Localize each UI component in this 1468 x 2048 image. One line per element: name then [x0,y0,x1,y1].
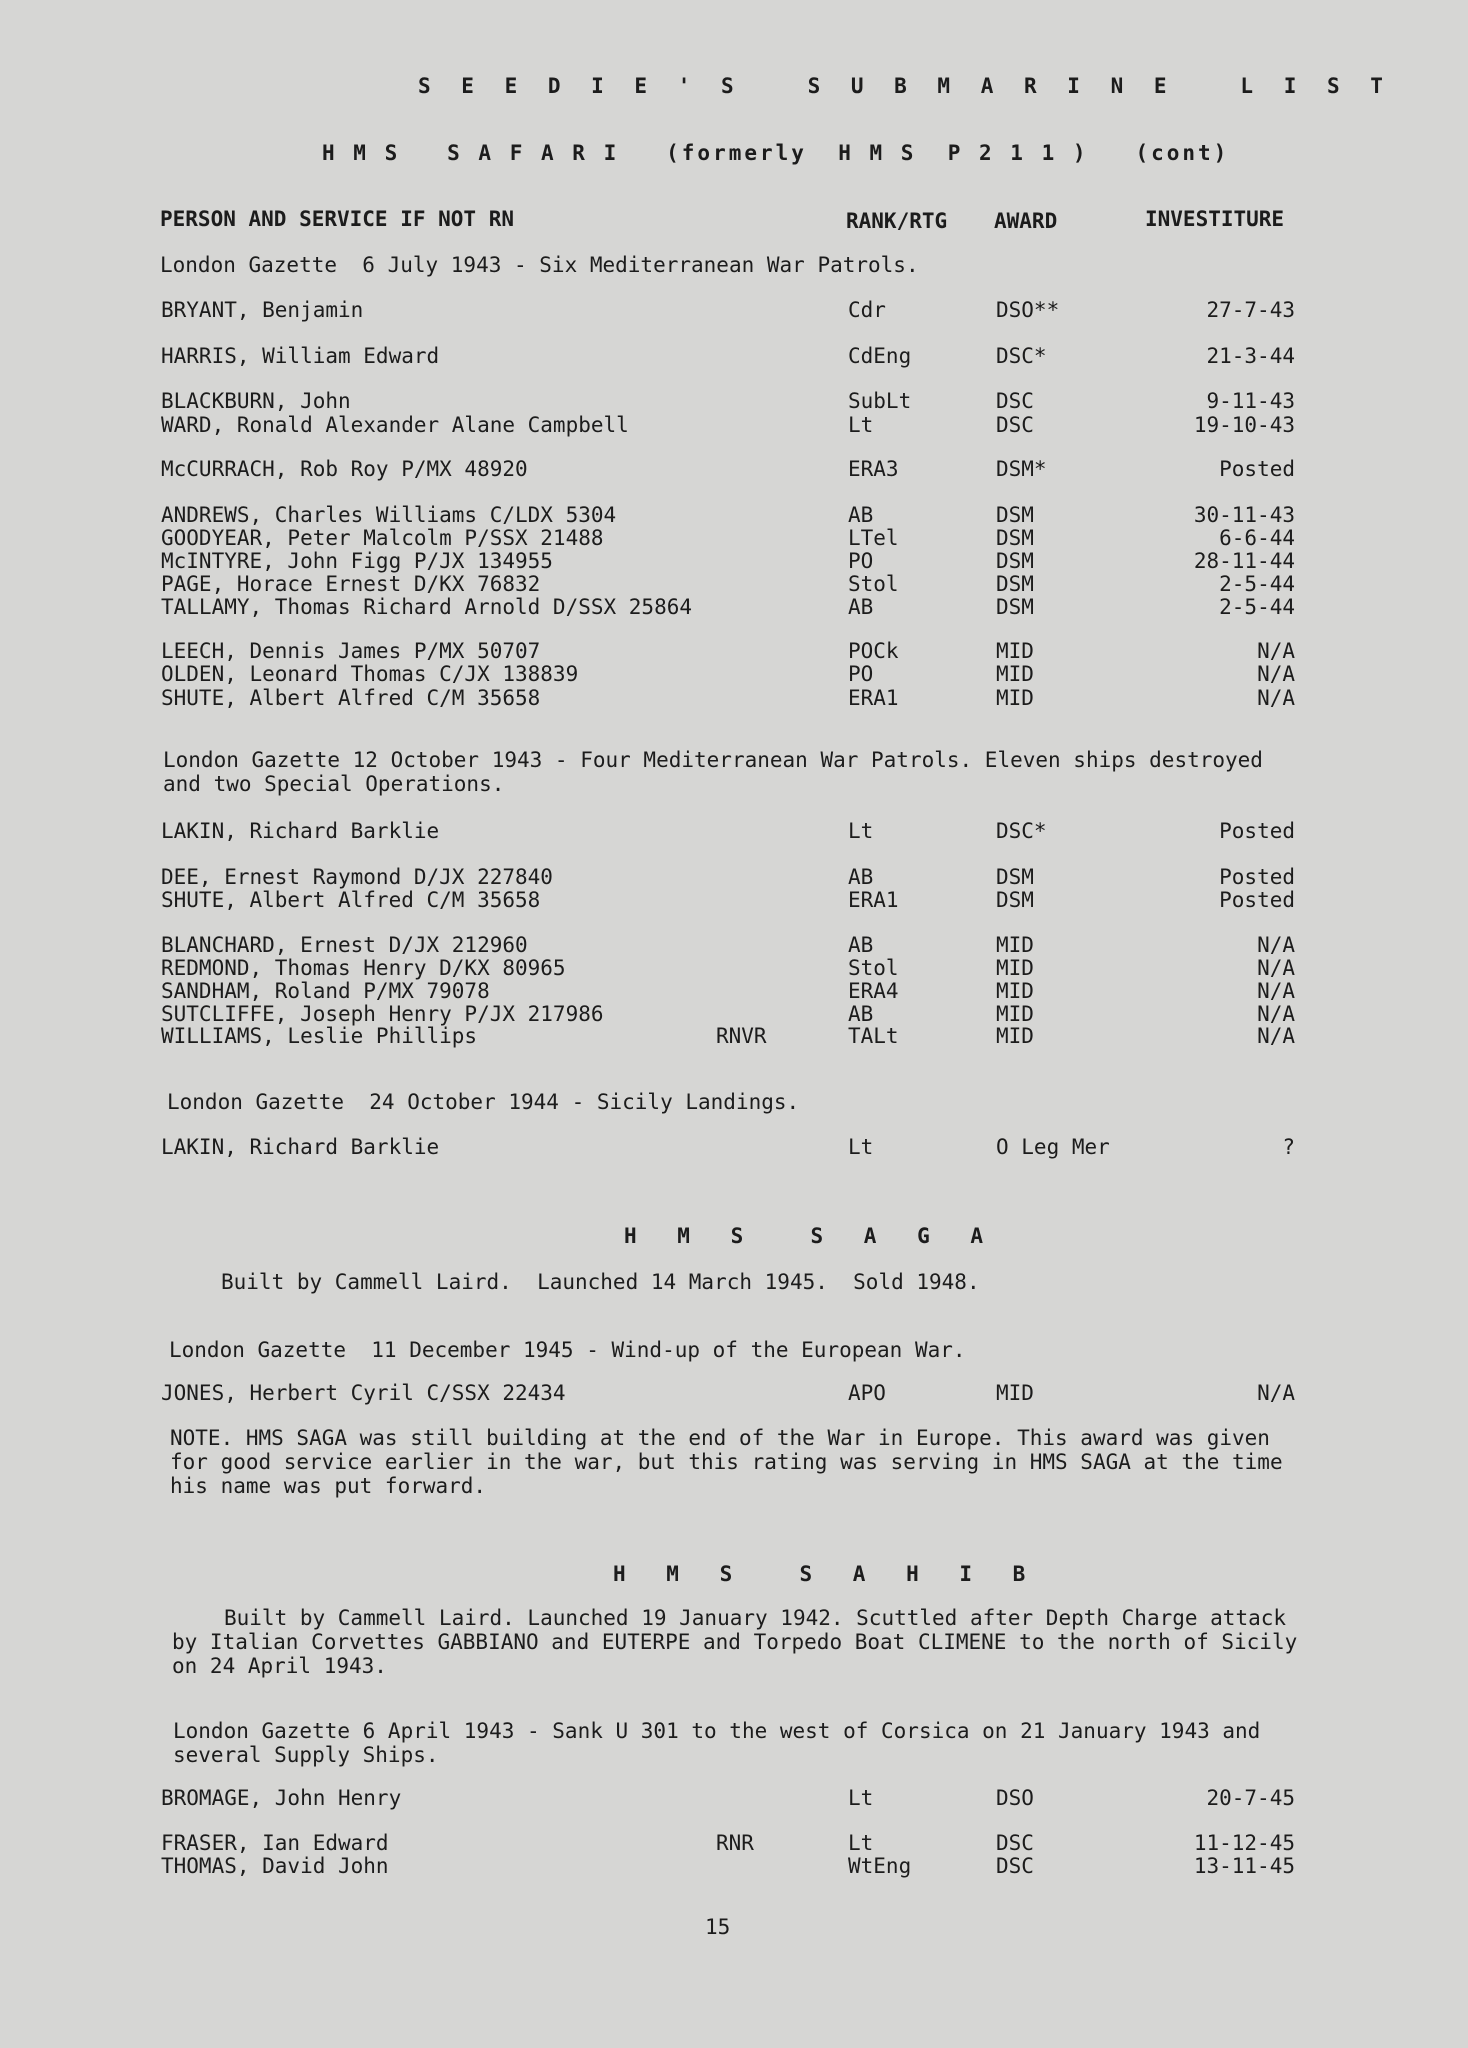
award-person-name: FRASER, Ian Edward [161,1831,389,1855]
award-rank: Lt [848,1135,874,1159]
award-investiture: 20-7-45 [1206,1786,1295,1810]
award-service: RNR [716,1831,754,1855]
saga-heading: H M S S A G A [624,1224,998,1248]
award-rank: CdEng [848,344,912,368]
award-type: MID [996,1024,1034,1048]
award-investiture: N/A [1257,686,1295,710]
award-rank: AB [848,865,874,889]
award-person-name: SUTCLIFFE, Joseph Henry P/JX 217986 [161,1002,604,1026]
award-person-name: LEECH, Dennis James P/MX 50707 [161,639,541,663]
award-person-name: LAKIN, Richard Barklie [161,1135,440,1159]
award-type: DSM [996,526,1034,550]
saga-built-info: Built by Cammell Laird. Launched 14 March 1945. Sold 1948. [221,1270,980,1294]
award-person-name: McCURRACH, Rob Roy P/MX 48920 [161,457,528,481]
award-rank: ERA1 [848,686,899,710]
award-person-name: REDMOND, Thomas Henry D/KX 80965 [161,956,566,980]
award-investiture: 21-3-44 [1206,344,1295,368]
award-type: DSO [996,1786,1034,1810]
award-person-name: BROMAGE, John Henry [161,1786,402,1810]
award-rank: Lt [848,413,874,437]
award-investiture: N/A [1257,1381,1295,1405]
award-type: DSM [996,503,1034,527]
award-person-name: DEE, Ernest Raymond D/JX 227840 [161,865,553,889]
award-type: DSM [996,572,1034,596]
award-type: DSC [996,389,1034,413]
column-header-investiture: INVESTITURE [1145,207,1285,231]
award-person-name: GOODYEAR, Peter Malcolm P/SSX 21488 [161,526,604,550]
safari-gazette-3: London Gazette 24 October 1944 - Sicily Landings. [167,1090,800,1114]
award-investiture: 28-11-44 [1193,549,1295,573]
award-person-name: WILLIAMS, Leslie Phillips [161,1024,478,1048]
award-rank: AB [848,933,874,957]
award-type: MID [996,1002,1034,1026]
award-rank: SubLt [848,389,912,413]
page-title: S E E D I E ' S S U B M A R I N E L I S T [418,74,1392,98]
award-type: DSC [996,1854,1034,1878]
award-type: DSO** [996,298,1060,322]
award-investiture: N/A [1257,1002,1295,1026]
column-header-award: AWARD [994,209,1058,233]
award-rank: TALt [848,1024,899,1048]
award-person-name: ANDREWS, Charles Williams C/LDX 5304 [161,503,617,527]
award-rank: AB [848,1002,874,1026]
award-rank: POCk [848,639,899,663]
award-type: DSC [996,1831,1034,1855]
saga-gazette: London Gazette 11 December 1945 - Wind-up of the European War. [169,1338,966,1362]
award-investiture: Posted [1219,865,1295,889]
award-rank: PO [848,549,874,573]
award-person-name: HARRIS, William Edward [161,344,440,368]
award-rank: Cdr [848,298,886,322]
award-investiture: N/A [1257,662,1295,686]
award-person-name: McINTYRE, John Figg P/JX 134955 [161,549,553,573]
award-type: MID [996,639,1034,663]
award-investiture: N/A [1257,979,1295,1003]
award-type: MID [996,956,1034,980]
column-header-person: PERSON AND SERVICE IF NOT RN [160,207,515,231]
award-person-name: BLANCHARD, Ernest D/JX 212960 [161,933,528,957]
award-person-name: WARD, Ronald Alexander Alane Campbell [161,413,629,437]
award-investiture: Posted [1219,888,1295,912]
award-investiture: 11-12-45 [1193,1831,1295,1855]
award-investiture: N/A [1257,956,1295,980]
award-type: DSC* [996,819,1047,843]
award-rank: Lt [848,1786,874,1810]
award-person-name: SANDHAM, Roland P/MX 79078 [161,979,490,1003]
page-number: 15 [705,1915,731,1939]
award-person-name: OLDEN, Leonard Thomas C/JX 138839 [161,662,579,686]
sahib-heading: H M S S A H I B [613,1562,1040,1586]
award-investiture: Posted [1219,457,1295,481]
award-person-name: JONES, Herbert Cyril C/SSX 22434 [161,1381,566,1405]
award-investiture: N/A [1257,1024,1295,1048]
award-person-name: SHUTE, Albert Alfred C/M 35658 [161,686,541,710]
award-type: O Leg Mer [996,1135,1110,1159]
award-rank: Lt [848,1831,874,1855]
award-type: DSM* [996,457,1047,481]
page-subtitle: H M S S A F A R I (formerly H M S P 2 1 1 ) (cont) [322,141,1230,165]
award-rank: Lt [848,819,874,843]
award-type: DSM [996,888,1034,912]
award-person-name: TALLAMY, Thomas Richard Arnold D/SSX 25864 [161,595,693,619]
award-investiture: 13-11-45 [1193,1854,1295,1878]
award-person-name: PAGE, Horace Ernest D/KX 76832 [161,572,541,596]
award-investiture: 2-5-44 [1219,572,1295,596]
award-rank: PO [848,662,874,686]
award-rank: ERA4 [848,979,899,1003]
award-person-name: BLACKBURN, John [161,389,351,413]
award-investiture: 6-6-44 [1219,526,1295,550]
award-investiture: 30-11-43 [1193,503,1295,527]
award-service: RNVR [716,1024,767,1048]
award-rank: ERA3 [848,457,899,481]
safari-gazette-1: London Gazette 6 July 1943 - Six Mediterranean War Patrols. [160,253,919,277]
safari-gazette-2: London Gazette 12 October 1943 - Four Mediterranean War Patrols. Eleven ships destroyed and two Special Operations. [163,748,1263,796]
award-type: DSC* [996,344,1047,368]
saga-note: NOTE. HMS SAGA was still building at the end of the War in Europe. This award was given for good service earlier in the war, but this rating was serving in HMS SAGA at the time his name was put forward. [170,1426,1283,1498]
award-person-name: BRYANT, Benjamin [161,298,364,322]
award-investiture: Posted [1219,819,1295,843]
award-person-name: THOMAS, David John [161,1854,389,1878]
award-rank: Stol [848,572,899,596]
award-type: MID [996,979,1034,1003]
award-investiture: ? [1282,1135,1295,1159]
award-person-name: LAKIN, Richard Barklie [161,819,440,843]
award-type: MID [996,662,1034,686]
award-rank: AB [848,503,874,527]
award-investiture: 19-10-43 [1193,413,1295,437]
award-type: MID [996,686,1034,710]
award-investiture: 9-11-43 [1206,389,1295,413]
sahib-gazette: London Gazette 6 April 1943 - Sank U 301 to the west of Corsica on 21 January 1943 and several Supply Ships. [173,1719,1261,1767]
award-type: DSC [996,413,1034,437]
award-rank: ERA1 [848,888,899,912]
award-rank: AB [848,595,874,619]
award-investiture: 2-5-44 [1219,595,1295,619]
award-rank: APO [848,1381,886,1405]
award-type: DSM [996,865,1034,889]
award-investiture: 27-7-43 [1206,298,1295,322]
award-rank: WtEng [848,1854,912,1878]
award-type: DSM [996,595,1034,619]
award-rank: LTel [848,526,899,550]
column-header-rank: RANK/RTG [846,209,948,233]
award-type: MID [996,933,1034,957]
award-type: MID [996,1381,1034,1405]
award-rank: Stol [848,956,899,980]
award-type: DSM [996,549,1034,573]
award-person-name: SHUTE, Albert Alfred C/M 35658 [161,888,541,912]
sahib-built-info: Built by Cammell Laird. Launched 19 January 1942. Scuttled after Depth Charge attack by Italian Corvettes GABBIANO and EUTERPE and Torpedo Boat CLIMENE to the north of Sicily on 24 April 1943. [172,1606,1298,1678]
award-investiture: N/A [1257,933,1295,957]
award-investiture: N/A [1257,639,1295,663]
